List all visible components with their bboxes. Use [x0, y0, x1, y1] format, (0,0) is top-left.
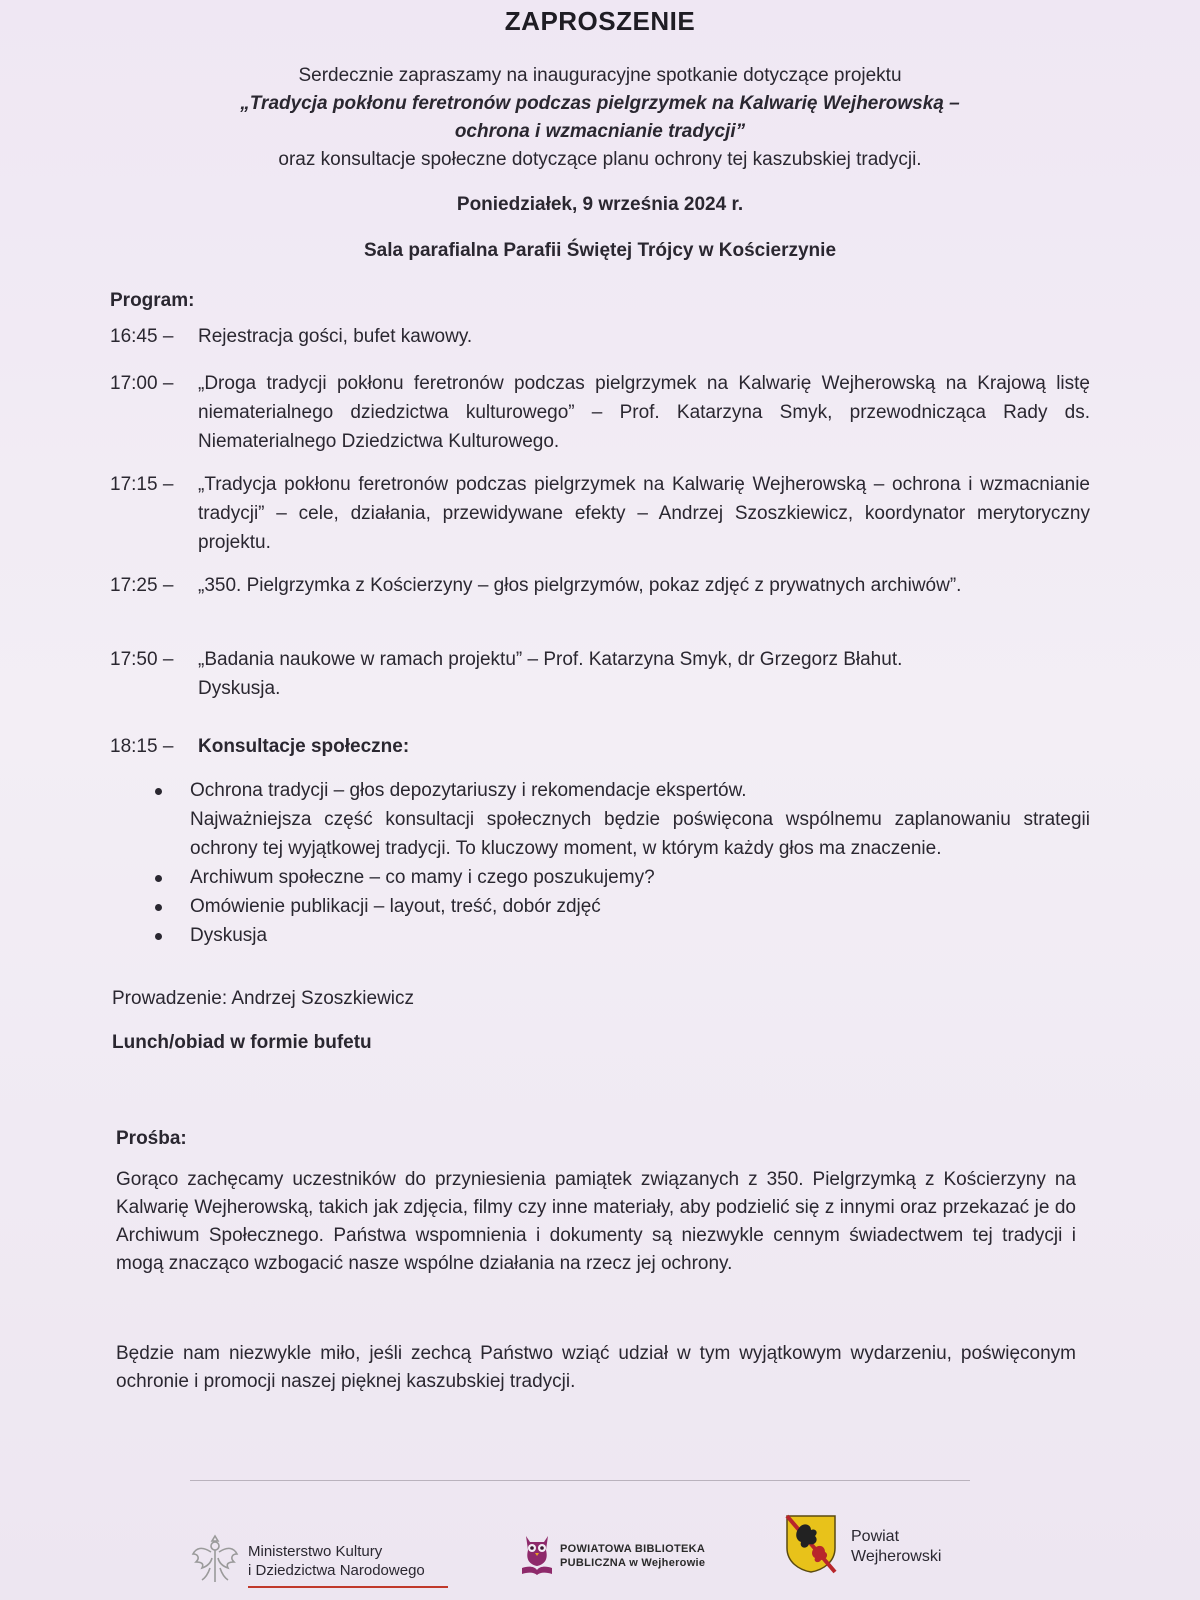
griffin-shield-icon [785, 1514, 837, 1579]
program-item-text-extra: Dyskusja. [198, 678, 281, 699]
bullet-text: Ochrona tradycji – głos depozytariuszy i rekomendacje ekspertów. [190, 780, 747, 801]
bullet-text: Dyskusja [190, 925, 268, 946]
library-name: POWIATOWA BIBLIOTEKA PUBLICZNA w Wejherowie [560, 1542, 706, 1569]
program-item-time: 17:50 – [110, 649, 174, 670]
program-item-text: „Droga tradycji pokłonu feretronów podczas pielgrzymek na Kalwarię Wejherowską na Krajową listę niematerialnego dziedzictwa kulturowego” – Prof. Katarzyna Smyk, przewodnicząca Rady ds. Niematerialnego Dziedzictwa Kulturowego. [198, 373, 1090, 452]
program-item-text: „Tradycja pokłonu feretronów podczas pielgrzymek na Kalwarię Wejherowską – ochrona i wzmacnianie tradycji” – cele, działania, przewidywane efekty – Andrzej Szoszkiewicz, koordynator merytoryczny projektu. [198, 474, 1090, 553]
program-item [110, 571, 1090, 600]
footer-divider [190, 1480, 970, 1481]
consultation-bullets [150, 776, 1090, 950]
library-logo [520, 1530, 705, 1581]
program-item-text: „Badania naukowe w ramach projektu” – Prof. Katarzyna Smyk, dr Grzegorz Błahut. [198, 649, 903, 670]
project-title-line-1: „Tradycja pokłonu feretronów podczas pielgrzymek na Kalwarię Wejherowską – [240, 93, 960, 114]
bullet-icon [155, 904, 162, 911]
bullet-text: Omówienie publikacji – layout, treść, dobór zdjęć [190, 896, 601, 917]
list-item [150, 776, 1090, 863]
program-item-text: „350. Pielgrzymka z Kościerzyny – głos pielgrzymów, pokaz zdjęć z prywatnych archiwów”. [198, 575, 962, 596]
program-item [110, 732, 1090, 761]
event-place: Sala parafialna Parafii Świętej Trójcy w Kościerzynie [363, 240, 837, 261]
program-item-time: 18:15 – [110, 736, 174, 757]
program-item [110, 645, 1090, 703]
owl-book-icon [520, 1530, 554, 1581]
bullet-text: Archiwum społeczne – co mamy i czego poszukujemy? [190, 867, 655, 888]
request-body: Gorąco zachęcamy uczestników do przyniesienia pamiątek związanych z 350. Pielgrzymką z Kościerzyny na Kalwarię Wejherowską, takich jak zdjęcia, filmy czy inne materiały, aby podzielić się z innymi oraz przekazać je do Archiwum Społecznego. Państwa wspomnienia i dokumenty są niezwykle cennym świadectwem tej tradycji i mogą znacząco wzbogacić nasze wspólne działania na rzecz jej ochrony. [116, 1169, 1076, 1274]
county-name: Powiat Wejherowski [851, 1527, 942, 1565]
ministry-logo [190, 1530, 425, 1591]
intro-block [100, 62, 1100, 174]
list-item [150, 921, 1090, 950]
request-heading: Prośba: [116, 1128, 187, 1149]
event-date: Poniedziałek, 9 września 2024 r. [456, 194, 744, 215]
lunch-line: Lunch/obiad w formie bufetu [112, 1032, 372, 1053]
bullet-icon [155, 933, 162, 940]
program-item-time: 17:00 – [110, 373, 174, 394]
intro-line-3: oraz konsultacje społeczne dotyczące planu ochrony tej kaszubskiej tradycji. [278, 149, 922, 170]
program-heading: Program: [110, 290, 195, 311]
program-item-time: 16:45 – [110, 326, 174, 347]
program-item-time: 17:25 – [110, 575, 174, 596]
moderator-line: Prowadzenie: Andrzej Szoszkiewicz [112, 988, 415, 1009]
program-item [110, 470, 1090, 557]
bullet-paragraph: Najważniejsza część konsultacji społecznych będzie poświęcona wspólnemu zaplanowaniu strategii ochrony tej wyjątkowej tradycji. To kluczowy moment, w którym każdy głos ma znaczenie. [190, 809, 1090, 859]
bullet-icon [155, 875, 162, 882]
program-item-time: 17:15 – [110, 474, 174, 495]
county-logo [785, 1514, 941, 1579]
intro-line-1: Serdecznie zapraszamy na inauguracyjne spotkanie dotyczące projektu [298, 65, 902, 86]
project-title-line-2: ochrona i wzmacnianie tradycji” [454, 121, 746, 142]
ministry-name: Ministerstwo Kultury i Dziedzictwa Narodowego [248, 1542, 425, 1579]
program-item [110, 369, 1090, 456]
eagle-emblem-icon [190, 1530, 240, 1591]
document-title: ZAPROSZENIE [504, 6, 696, 36]
bullet-icon [155, 788, 162, 795]
closing-paragraph: Będzie nam niezwykle miło, jeśli zechcą Państwo wziąć udział w tym wyjątkowym wydarzeniu, poświęconym ochronie i promocji naszej pięknej kaszubskiej tradycji. [116, 1343, 1076, 1392]
program-item-text: Rejestracja gości, bufet kawowy. [198, 326, 473, 347]
list-item [150, 863, 1090, 892]
list-item [150, 892, 1090, 921]
program-item [110, 322, 1090, 351]
ministry-underline [248, 1586, 448, 1588]
program-item-text: Konsultacje społeczne: [198, 736, 410, 757]
